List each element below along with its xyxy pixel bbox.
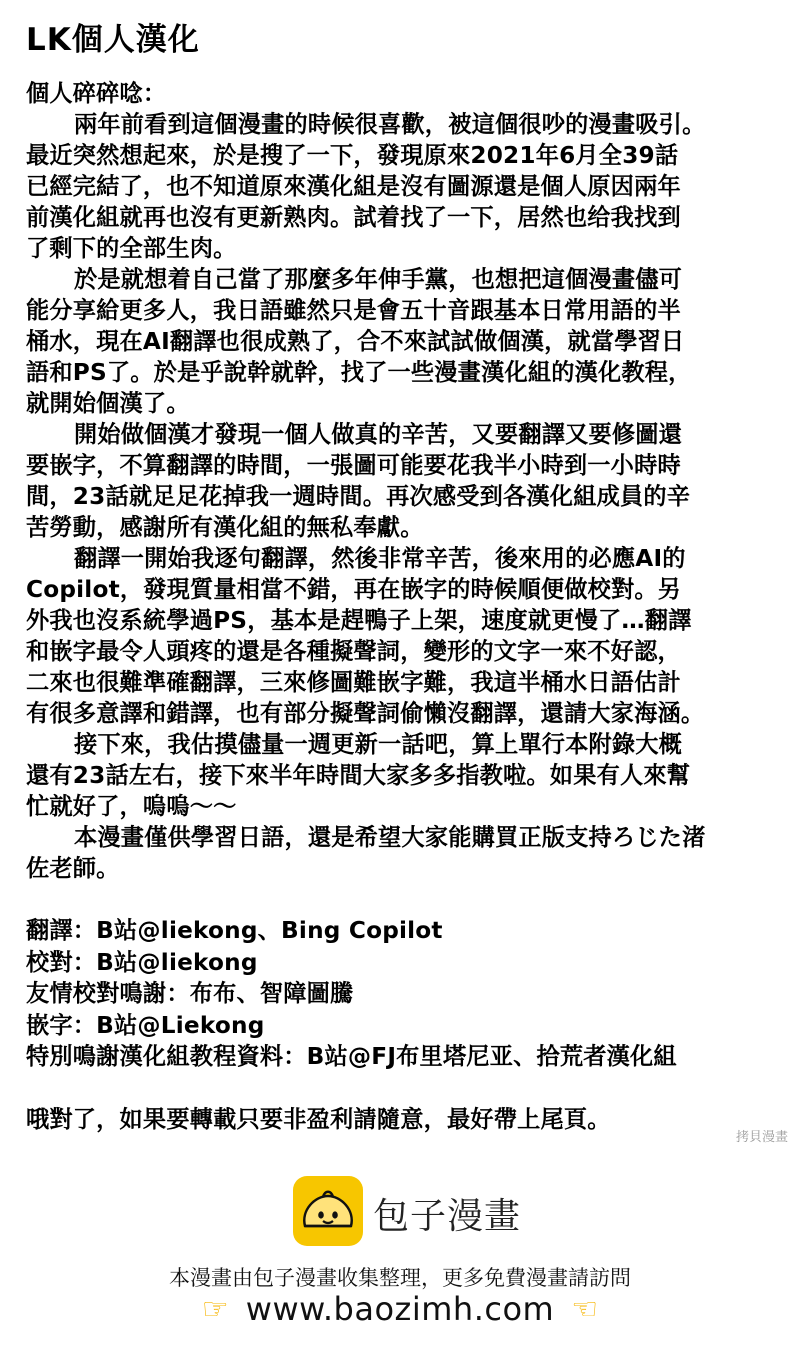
note-line: 前漢化組就再也沒有更新熟肉。試着找了一下，居然也给我找到	[26, 204, 681, 231]
site-link-row	[0, 1290, 800, 1334]
repost-note: 哦對了，如果要轉載只要非盈利請隨意，最好帶上尾頁。	[26, 1105, 611, 1133]
note-line: 最近突然想起來，於是搜了一下，發現原來2021年6月全39話	[26, 142, 679, 169]
spacer	[26, 884, 778, 915]
baozi-bun-icon[interactable]	[293, 1176, 363, 1246]
note-line: 了剩下的全部生肉。	[26, 235, 237, 262]
credits-list	[26, 915, 778, 1135]
site-url-link[interactable]: www.baozimh.com	[245, 1290, 555, 1328]
pointing-right-hand-icon: ☞	[201, 1291, 229, 1327]
brand-name[interactable]: 包子漫畫	[373, 1196, 522, 1237]
note-line: 翻譯一開始我逐句翻譯，然後非常辛苦，後來用的必應AI的	[74, 545, 686, 572]
credit-tutorial-thanks: 特別鳴謝漢化組教程資料：B站@FJ布里塔尼亚、拾荒者漢化組	[26, 1043, 677, 1070]
spacer	[26, 1073, 778, 1104]
translator-notes	[26, 78, 778, 1135]
note-line: 忙就好了，嗚嗚～～	[26, 793, 237, 820]
note-line: 就開始個漢了。	[26, 390, 190, 417]
footer-note: 本漫畫由包子漫畫收集整理，更多免費漫畫請訪問	[169, 1266, 631, 1290]
note-line: 本漫畫僅供學習日語，還是希望大家能購買正版支持ろじた渚	[74, 824, 706, 851]
credit-thanks: 友情校對鳴謝：布布、智障圖騰	[26, 980, 354, 1007]
note-line: 開始做個漢才發現一個人做真的辛苦，又要翻譯又要修圖還	[74, 421, 683, 448]
note-line: 於是就想着自己當了那麼多年伸手黨，也想把這個漫畫儘可	[74, 266, 683, 293]
note-line: 個人碎碎唸：	[26, 80, 167, 107]
note-line: 有很多意譯和錯譯，也有部分擬聲詞偷懶沒翻譯，還請大家海涵。	[26, 700, 705, 727]
note-line: 接下來，我估摸儘量一週更新一話吧，算上單行本附錄大概	[74, 731, 683, 758]
note-line: 間，23話就足足花掉我一週時間。再次感受到各漢化組成員的辛	[26, 483, 691, 510]
note-line: 還有23話左右，接下來半年時間大家多多指教啦。如果有人來幫	[26, 762, 691, 789]
note-line: 要嵌字，不算翻譯的時間，一張圖可能要花我半小時到一小時時	[26, 452, 681, 479]
note-line: Copilot，發現質量相當不錯，再在嵌字的時候順便做校對。另	[26, 576, 682, 603]
note-line: 兩年前看到這個漫畫的時候很喜歡，被這個很吵的漫畫吸引。	[74, 111, 706, 138]
note-line: 能分享給更多人，我日語雖然只是會五十音跟基本日常用語的半	[26, 297, 681, 324]
watermark: 拷貝漫畫	[735, 1130, 788, 1145]
note-line: 已經完結了，也不知道原來漢化組是沒有圖源還是個人原因兩年	[26, 173, 681, 200]
note-line: 語和PS了。於是乎說幹就幹，找了一些漫畫漢化組的漢化教程，	[26, 359, 692, 386]
note-line: 和嵌字最令人頭疼的還是各種擬聲詞，變形的文字一來不好認，	[26, 638, 681, 665]
note-line: 桶水，現在AI翻譯也很成熟了，合不來試試做個漢，就當學習日	[26, 328, 685, 355]
note-line: 外我也沒系統學過PS，基本是趕鴨子上架，速度就更慢了…翻譯	[26, 607, 692, 634]
pointing-left-hand-icon: ☜	[571, 1291, 599, 1327]
credit-typesetting: 嵌字：B站@Liekong	[26, 1011, 265, 1039]
notes-paragraphs	[26, 78, 778, 884]
note-line: 苦勞動，感謝所有漢化組的無私奉獻。	[26, 514, 424, 541]
note-line: 二來也很難準確翻譯，三來修圖難嵌字難，我這半桶水日語估計	[26, 669, 681, 696]
credit-proofreading: 校對：B站@liekong	[26, 948, 258, 976]
baozimh-brand[interactable]	[293, 1176, 553, 1248]
note-line: 佐老師。	[26, 855, 120, 882]
page-title: LK個人漢化	[26, 22, 200, 58]
credit-translation: 翻譯：B站@liekong、Bing Copilot	[26, 917, 443, 944]
